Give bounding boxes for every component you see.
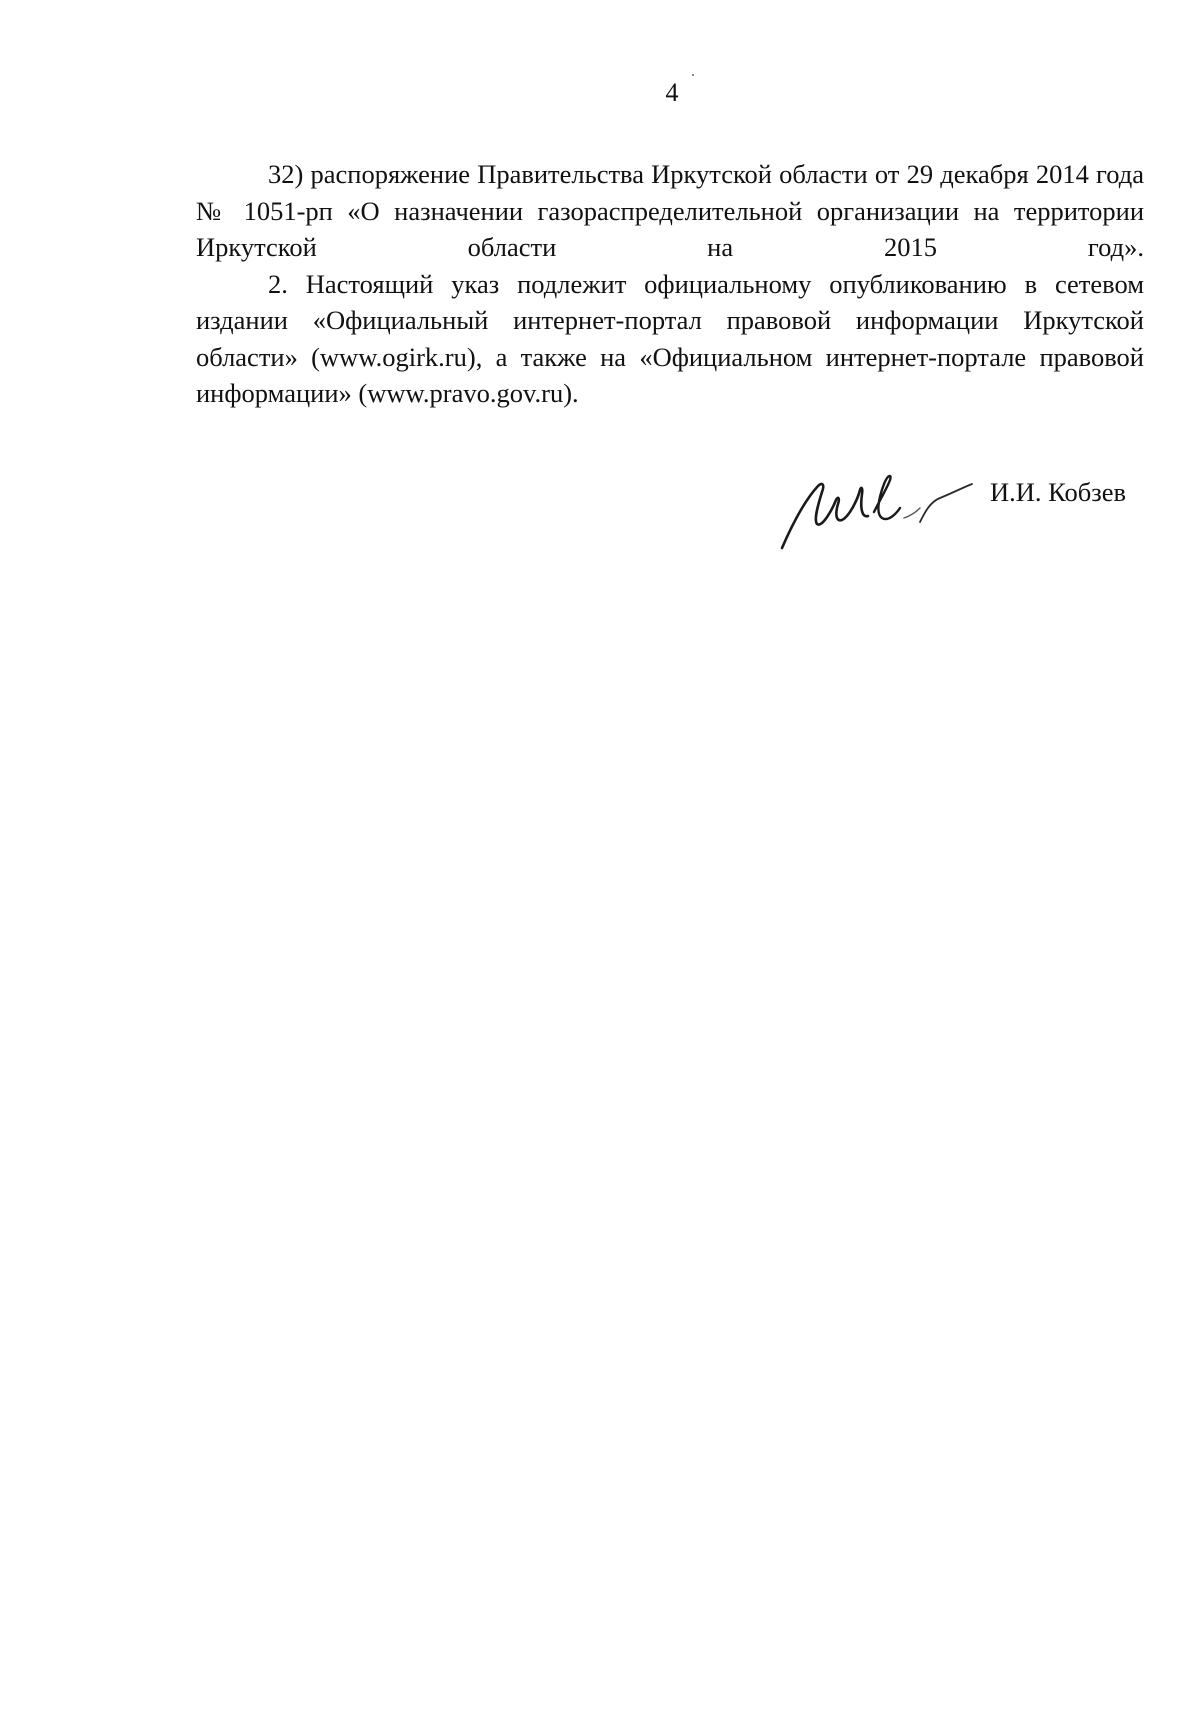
signer-name: И.И. Кобзев	[990, 477, 1126, 507]
clause-2-text: 2. Настоящий указ подлежит официальному опубликованию в сетевом издании «Официальный интернет-портал правовой информации Иркутской области» (www.ogirk.ru), а также на «Официальном интернет-портале правовой информации» (www.pravo.gov.ru).	[196, 268, 1144, 408]
handwritten-signature-icon	[770, 450, 980, 560]
item-32-text: 32) распоряжение Правительства Иркутской области от 29 декабря 2014 года № 1051-рп «О назначении газораспределительной организации на территории Иркутской области на 2015 год».	[196, 159, 1144, 262]
scan-speck	[692, 74, 694, 76]
page-number: 4	[665, 78, 679, 107]
signature-block	[770, 450, 1170, 570]
paragraph-item-32	[196, 156, 1144, 266]
paragraph-clause-2	[196, 266, 1144, 412]
document-body	[196, 156, 1144, 412]
